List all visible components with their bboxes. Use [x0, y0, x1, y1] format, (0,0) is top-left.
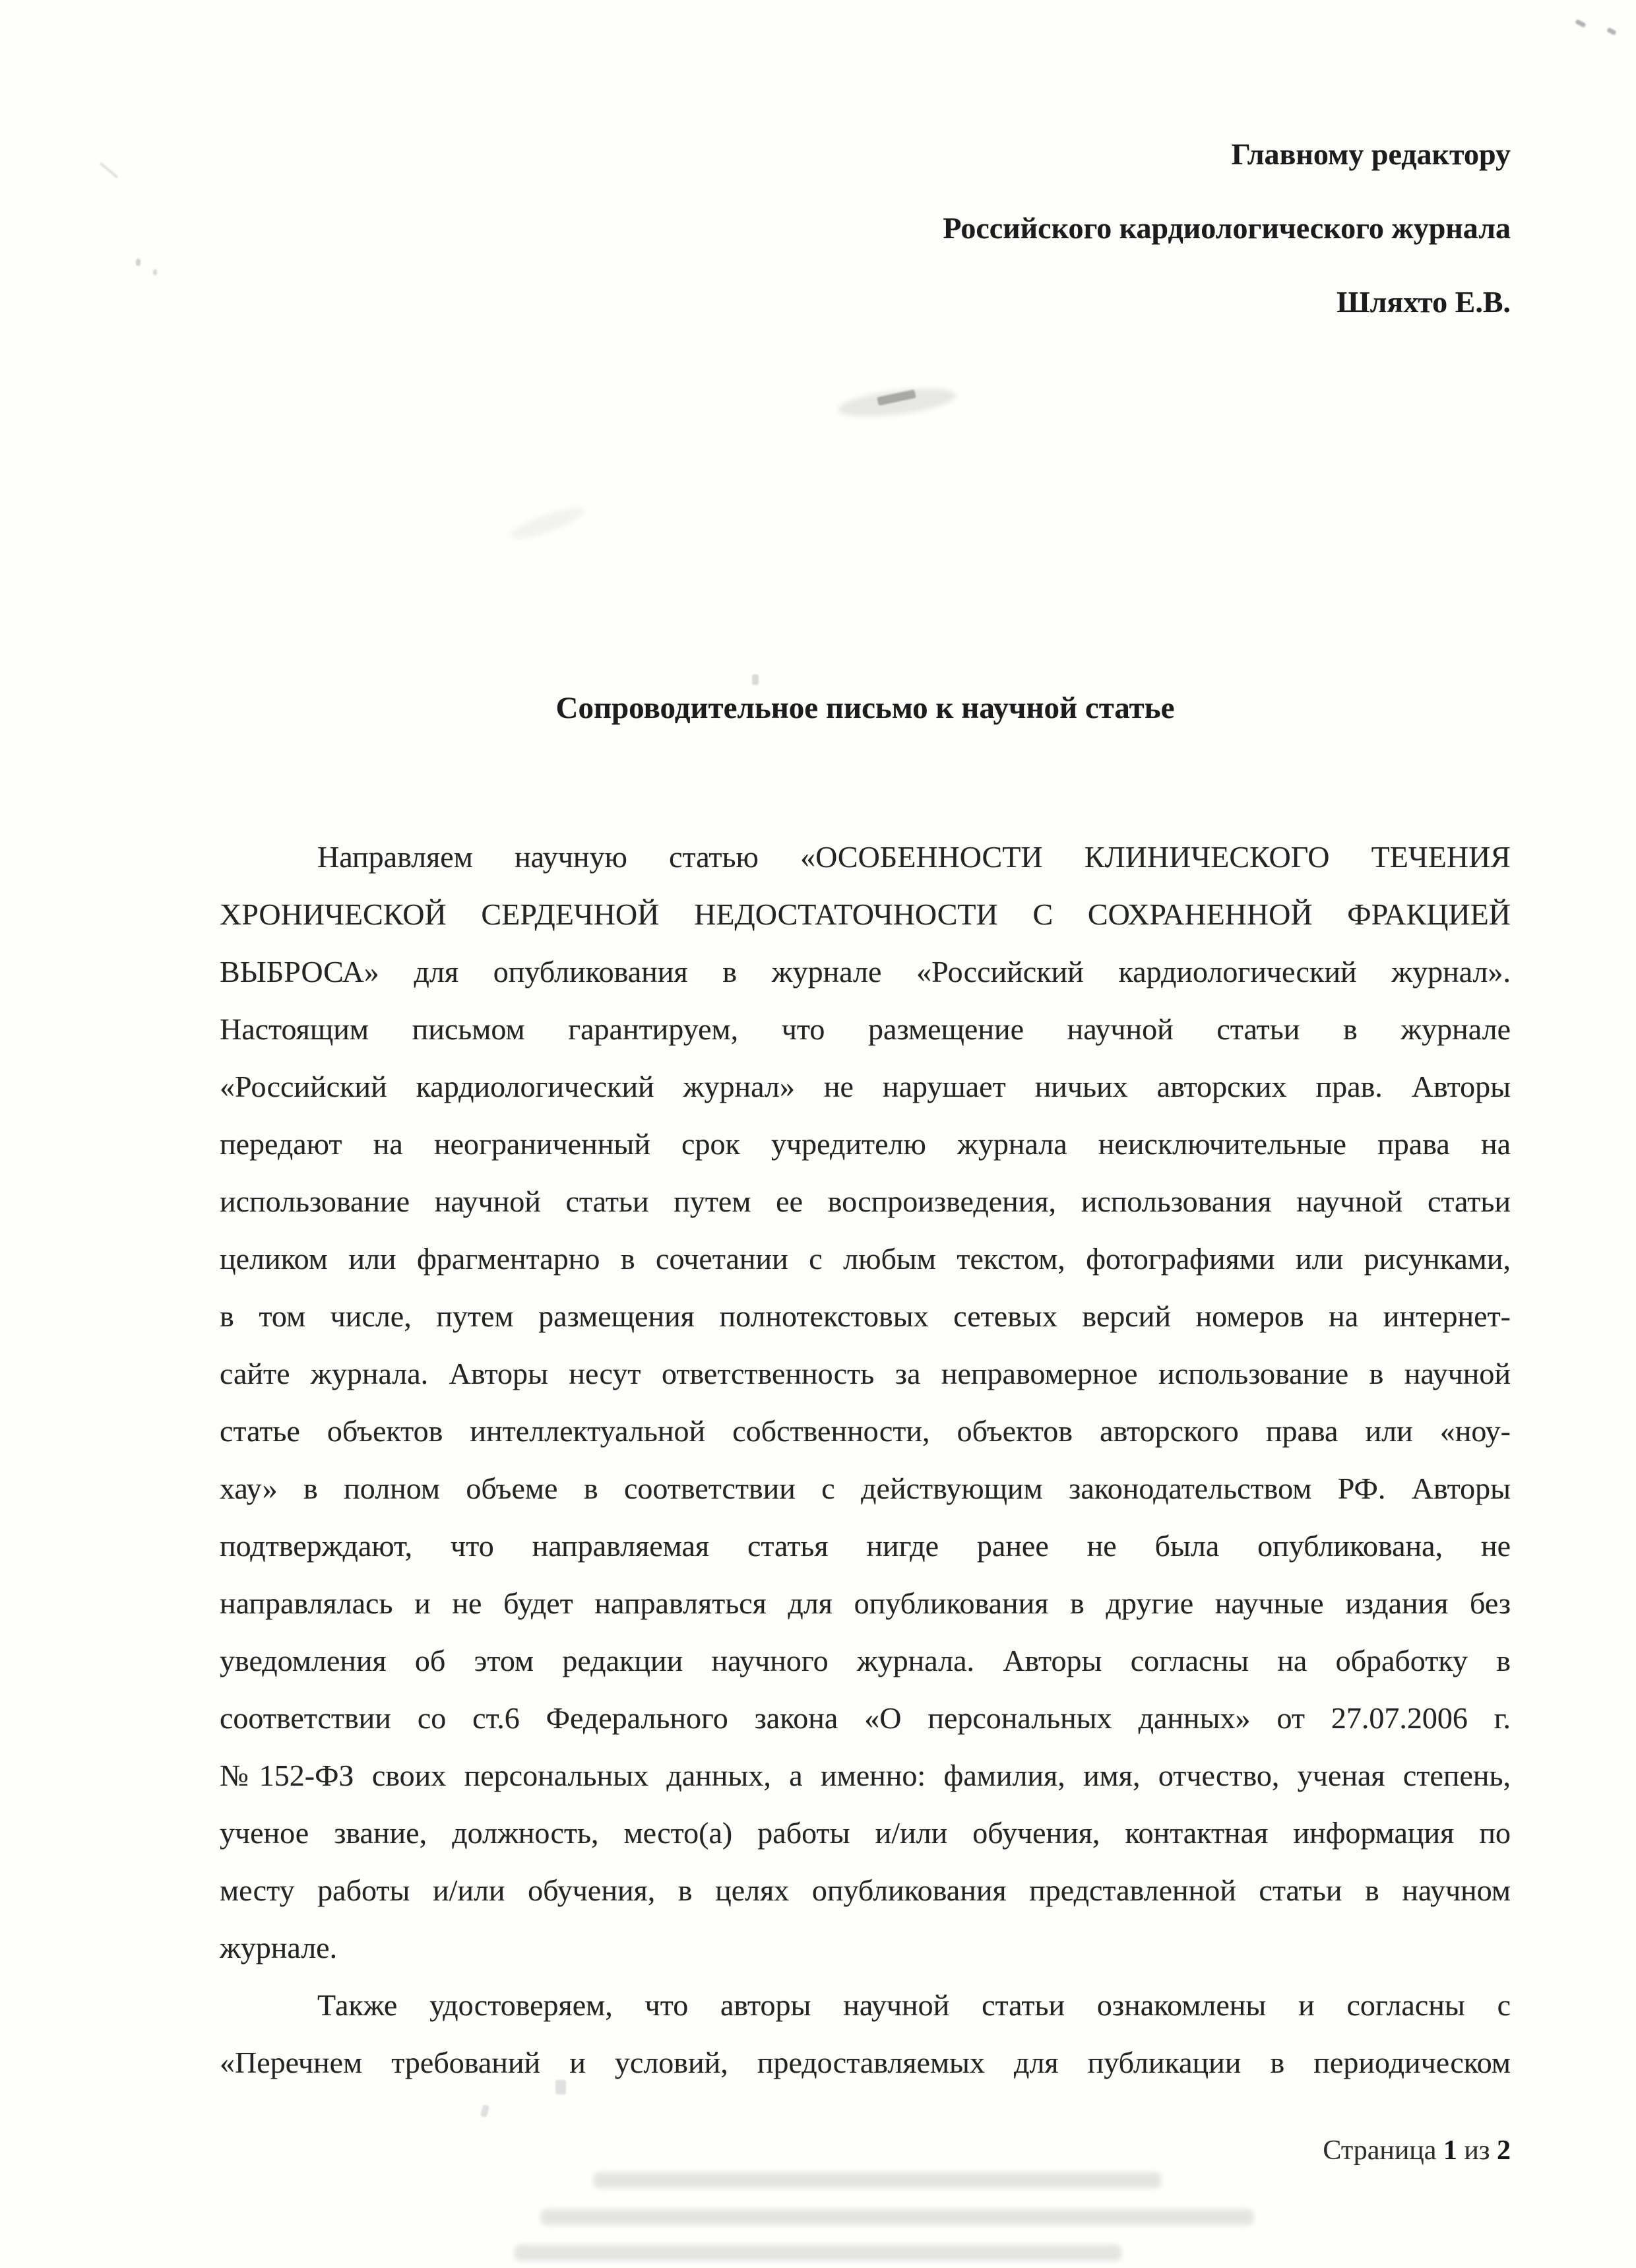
letter-title: Сопроводительное письмо к научной статье [555, 691, 1175, 725]
letter-body [220, 828, 1511, 2091]
scan-artifact [877, 389, 916, 406]
body-line: журнале. [220, 1931, 338, 1964]
body-line: использование научной статьи путем ее воспроизведения, использования научной статьи [220, 1184, 1511, 1218]
body-line: сайте журнала. Авторы несут ответственность за неправомерное использование в научной [220, 1357, 1511, 1390]
body-line: «Перечнем требований и условий, предоставляемых для публикации в периодическом [220, 2046, 1511, 2079]
scan-artifact [153, 269, 157, 275]
page-footer-label: Страница [1323, 2135, 1437, 2166]
page-footer-of: из [1464, 2135, 1490, 2166]
addressee-line: Главному редактору [1231, 137, 1511, 171]
body-line: ХРОНИЧЕСКОЙ СЕРДЕЧНОЙ НЕДОСТАТОЧНОСТИ С СОХРАНЕННОЙ ФРАКЦИЕЙ [220, 897, 1511, 931]
scan-artifact [541, 2209, 1253, 2225]
scan-artifact [836, 383, 957, 422]
addressee-line: Шляхто Е.В. [1337, 285, 1511, 319]
body-line: Также удостоверяем, что авторы научной статьи ознакомлены и согласны с [317, 1988, 1511, 2022]
body-line: в том числе, путем размещения полнотекстовых сетевых версий номеров на интернет- [220, 1299, 1511, 1333]
scan-artifact [100, 162, 119, 179]
body-line: ВЫБРОСА» для опубликования в журнале «Российский кардиологический журнал». [220, 955, 1511, 988]
body-line: соответствии со ст.6 Федерального закона «О персональных данных» от 27.07.2006 г. [220, 1701, 1511, 1735]
body-line: хау» в полном объеме в соответствии с действующим законодательством РФ. Авторы [220, 1472, 1511, 1505]
body-line: целиком или фрагментарно в сочетании с любым текстом, фотографиями или рисунками, [220, 1242, 1511, 1276]
addressee-block [943, 117, 1511, 339]
body-line: ученое звание, должность, место(а) работы и/или обучения, контактная информация по [220, 1816, 1511, 1850]
body-line: уведомления об этом редакции научного журнала. Авторы согласны на обработку в [220, 1644, 1511, 1677]
body-line: передают на неограниченный срок учредителю журнала неисключительные права на [220, 1127, 1511, 1161]
scan-artifact [515, 2245, 1121, 2261]
scan-artifact [480, 2104, 489, 2118]
page-footer [1323, 2135, 1511, 2166]
body-line: подтверждают, что направляемая статья нигде ранее не была опубликована, не [220, 1529, 1511, 1563]
body-line: статье объектов интеллектуальной собственности, объектов авторского права или «ноу- [220, 1414, 1511, 1448]
scan-artifact [136, 259, 141, 266]
page-number: 1 [1443, 2135, 1457, 2166]
addressee-line: Российского кардиологического журнала [943, 211, 1511, 245]
scan-artifact [507, 502, 588, 544]
body-line: направлялась и не будет направляться для опубликования в другие научные издания без [220, 1586, 1511, 1620]
scan-artifact [594, 2172, 1161, 2188]
page-total: 2 [1497, 2135, 1511, 2166]
scan-artifact [752, 674, 759, 685]
body-line: «Российский кардиологический журнал» не нарушает ничьих авторских прав. Авторы [220, 1070, 1511, 1103]
body-line: №152-ФЗ своих персональных данных, а именно: фамилия, имя, отчество, ученая степень, [220, 1759, 1511, 1792]
body-line: Направляем научную статью «ОСОБЕННОСТИ КЛИНИЧЕСКОГО ТЕЧЕНИЯ [317, 840, 1511, 874]
scan-artifact [1606, 27, 1617, 36]
body-line: месту работы и/или обучения, в целях опубликования представленной статьи в научном [220, 1873, 1511, 1907]
scan-artifact [1575, 19, 1586, 28]
body-line: Настоящим письмом гарантируем, что размещение научной статьи в журнале [220, 1012, 1511, 1046]
